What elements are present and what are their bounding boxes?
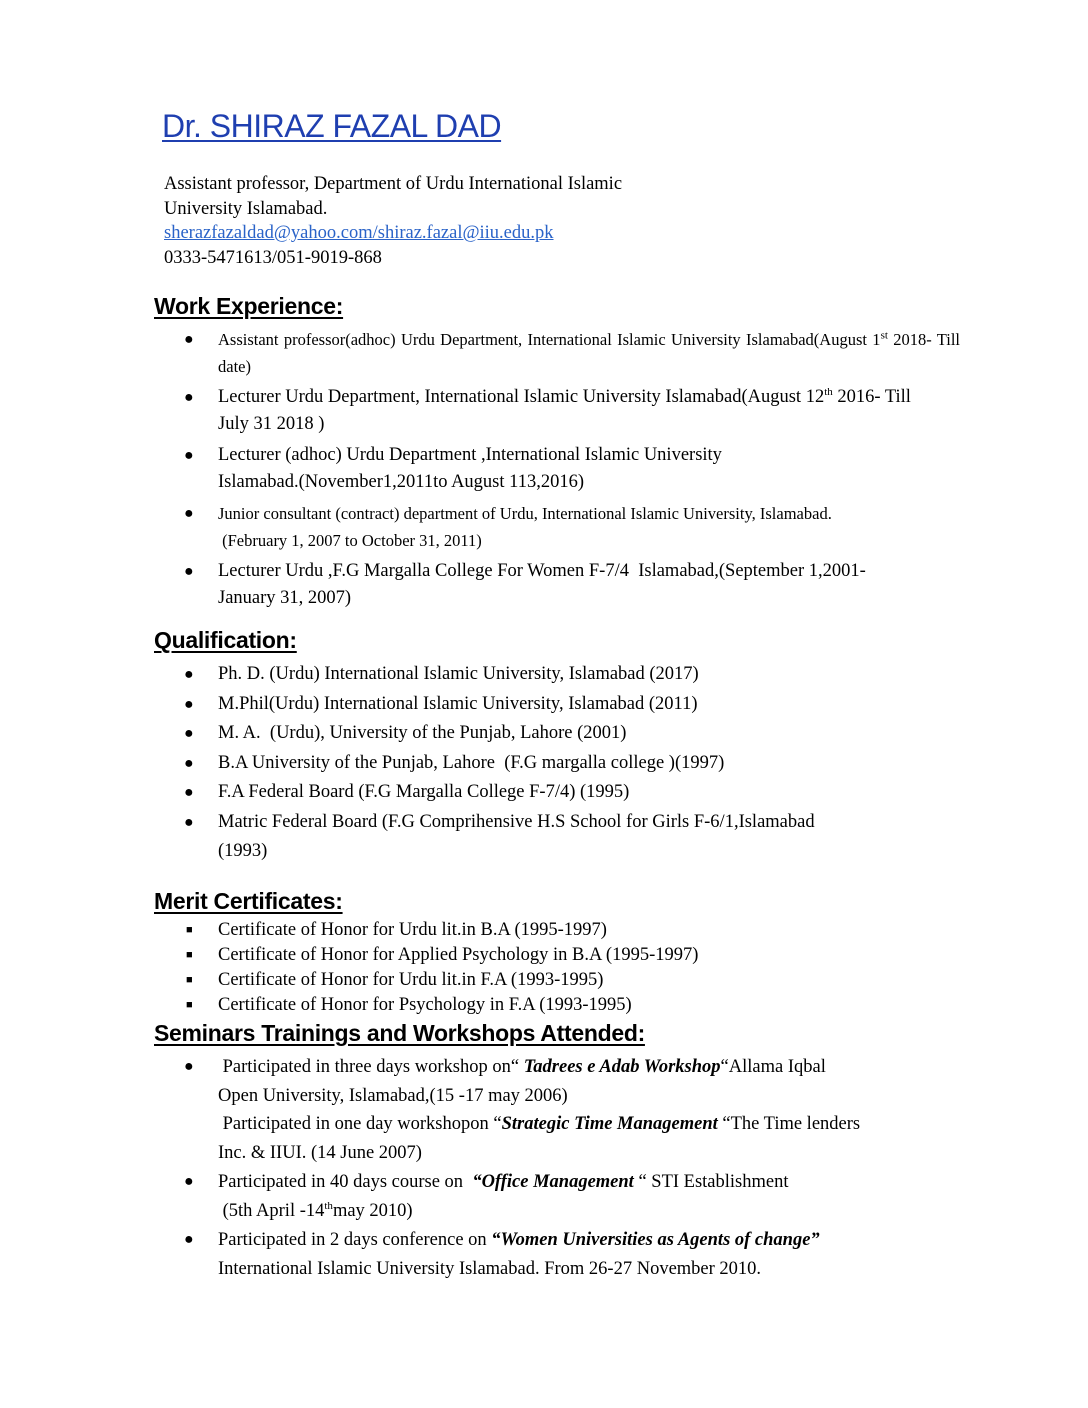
list-item bbox=[154, 719, 960, 749]
square-bullet-icon: ■ bbox=[186, 924, 193, 936]
seminars-list bbox=[154, 1053, 964, 1284]
seminar-3-pre: Participated in 40 days course on bbox=[218, 1172, 473, 1192]
list-item bbox=[154, 660, 960, 690]
list-item bbox=[154, 500, 960, 554]
seminar-3-line-2: (5th April -14 bbox=[218, 1200, 325, 1221]
square-bullet-icon: ■ bbox=[186, 999, 193, 1011]
qualification-item: M. A. (Urdu), University of the Punjab, Lahore (2001) bbox=[218, 723, 627, 743]
work-item-4-line-1: Junior consultant (contract) department of Urdu, International Islamic University, Islamabad. bbox=[218, 504, 832, 523]
list-item bbox=[154, 1226, 964, 1283]
bullet-icon: ● bbox=[184, 666, 194, 683]
bullet-icon: ● bbox=[184, 447, 194, 464]
title-line-1: Assistant professor, Department of Urdu International Islamic bbox=[164, 174, 623, 194]
list-item bbox=[154, 442, 960, 496]
list-item bbox=[154, 384, 960, 438]
bullet-icon: ● bbox=[184, 784, 194, 801]
work-experience-list bbox=[154, 326, 960, 616]
work-item-5-line-2: January 31, 2007) bbox=[218, 588, 352, 608]
qualification-item: M.Phil(Urdu) International Islamic University, Islamabad (2011) bbox=[218, 693, 698, 714]
bullet-icon: ● bbox=[184, 813, 194, 831]
square-bullet-icon: ■ bbox=[186, 974, 193, 986]
merit-item: Certificate of Honor for Urdu lit.in B.A (1995-1997) bbox=[218, 920, 607, 940]
bullet-icon: ● bbox=[184, 754, 194, 772]
seminar-2-post: “The Time lenders bbox=[717, 1114, 861, 1134]
bullet-icon: ● bbox=[184, 1231, 194, 1248]
list-item bbox=[154, 943, 960, 968]
merit-item: Certificate of Honor for Urdu lit.in F.A (1993-1995) bbox=[218, 970, 604, 990]
qualification-item: B.A University of the Punjab, Lahore (F.G margalla college )(1997) bbox=[218, 752, 725, 773]
list-item bbox=[154, 1168, 964, 1225]
seminar-4-line-2: International Islamic University Islamabad. From 26-27 November 2010. bbox=[218, 1258, 762, 1279]
work-item-3-line-2: Islamabad.(November1,2011to August 113,2016) bbox=[218, 472, 584, 492]
work-item-1-text: Assistant professor(adhoc) Urdu Department, International Islamic University Islamabad(August 1 bbox=[218, 330, 881, 349]
qualification-item: Ph. D. (Urdu) International Islamic University, Islamabad (2017) bbox=[218, 664, 699, 684]
list-item bbox=[154, 558, 960, 612]
list-item bbox=[154, 690, 960, 720]
merit-certificates-heading: Merit Certificates: bbox=[154, 888, 343, 914]
list-item bbox=[154, 968, 960, 993]
qualification-item: Matric Federal Board (F.G Comprihensive H.S School for Girls F-6/1,Islamabad bbox=[218, 811, 815, 832]
seminar-3-title: “Office Management bbox=[472, 1172, 634, 1192]
merit-certificates-list bbox=[154, 918, 960, 1018]
seminar-1-line-2: Open University, Islamabad,(15 -17 may 2006) bbox=[218, 1085, 568, 1106]
list-item bbox=[154, 808, 960, 867]
square-bullet-icon: ■ bbox=[186, 949, 193, 961]
bullet-icon: ● bbox=[184, 695, 194, 713]
work-item-4-line-2: (February 1, 2007 to October 31, 2011) bbox=[218, 531, 482, 550]
candidate-name: Dr. SHIRAZ FAZAL DAD bbox=[162, 108, 502, 144]
contact-block bbox=[164, 172, 622, 270]
work-item-2-text: Lecturer Urdu Department, International Islamic University Islamabad(August 12 bbox=[218, 387, 825, 407]
bullet-icon: ● bbox=[184, 725, 194, 742]
bullet-icon: ● bbox=[184, 505, 194, 522]
qualification-item: F.A Federal Board (F.G Margalla College F-7/4) (1995) bbox=[218, 782, 630, 802]
title-line-2: University Islamabad. bbox=[164, 198, 328, 219]
seminar-1-pre: Participated in three days workshop on“ bbox=[218, 1057, 524, 1077]
phone-number: 0333-5471613/051-9019-868 bbox=[164, 247, 382, 268]
bullet-icon: ● bbox=[184, 1173, 194, 1190]
merit-item: Certificate of Honor for Applied Psychology in B.A (1995-1997) bbox=[218, 945, 699, 965]
bullet-icon: ● bbox=[184, 563, 194, 580]
qualification-heading: Qualification: bbox=[154, 627, 297, 653]
seminars-heading: Seminars Trainings and Workshops Attended: bbox=[154, 1020, 645, 1046]
work-item-5-line-1: Lecturer Urdu ,F.G Margalla College For Women F-7/4 Islamabad,(September 1,2001- bbox=[218, 561, 866, 581]
seminar-2-line-2: Inc. & IIUI. (14 June 2007) bbox=[218, 1142, 422, 1163]
list-item bbox=[154, 749, 960, 779]
work-item-1-tail: 2018- Till date) bbox=[218, 330, 961, 376]
list-item bbox=[154, 1053, 964, 1167]
seminar-4-title: “Women Universities as Agents of change” bbox=[491, 1230, 820, 1250]
work-item-3-line-1: Lecturer (adhoc) Urdu Department ,International Islamic University bbox=[218, 445, 722, 465]
seminar-4-pre: Participated in 2 days conference on bbox=[218, 1230, 492, 1250]
bullet-icon: ● bbox=[184, 1058, 194, 1075]
merit-item: Certificate of Honor for Psychology in F.A (1993-1995) bbox=[218, 995, 632, 1015]
list-item bbox=[154, 993, 960, 1018]
seminar-3-post: “ STI Establishment bbox=[633, 1172, 789, 1192]
work-item-2-tail: 2016- Till July 31 2018 ) bbox=[218, 387, 911, 434]
qualification-list bbox=[154, 660, 960, 867]
list-item bbox=[154, 778, 960, 808]
work-item-1-sup: st bbox=[880, 329, 888, 342]
seminar-1-post: “Allama Iqbal bbox=[720, 1057, 826, 1077]
work-item-2-sup: th bbox=[824, 385, 833, 398]
seminar-1-title: Tadrees e Adab Workshop bbox=[523, 1057, 721, 1077]
bullet-icon: ● bbox=[184, 389, 194, 406]
qualification-item-continued: (1993) bbox=[218, 841, 268, 861]
email-link[interactable]: sherazfazaldad@yahoo.com/shiraz.fazal@iiu.edu.pk bbox=[164, 223, 554, 243]
seminar-2-pre: Participated in one day workshopon “ bbox=[218, 1114, 502, 1134]
seminar-2-title: Strategic Time Management bbox=[501, 1114, 718, 1134]
bullet-icon: ● bbox=[184, 331, 194, 348]
seminar-3-sup: th bbox=[324, 1199, 333, 1212]
list-item bbox=[154, 326, 960, 380]
seminar-3-line-2-tail: may 2010) bbox=[332, 1200, 413, 1221]
work-experience-heading: Work Experience: bbox=[154, 293, 344, 319]
list-item bbox=[154, 918, 960, 943]
